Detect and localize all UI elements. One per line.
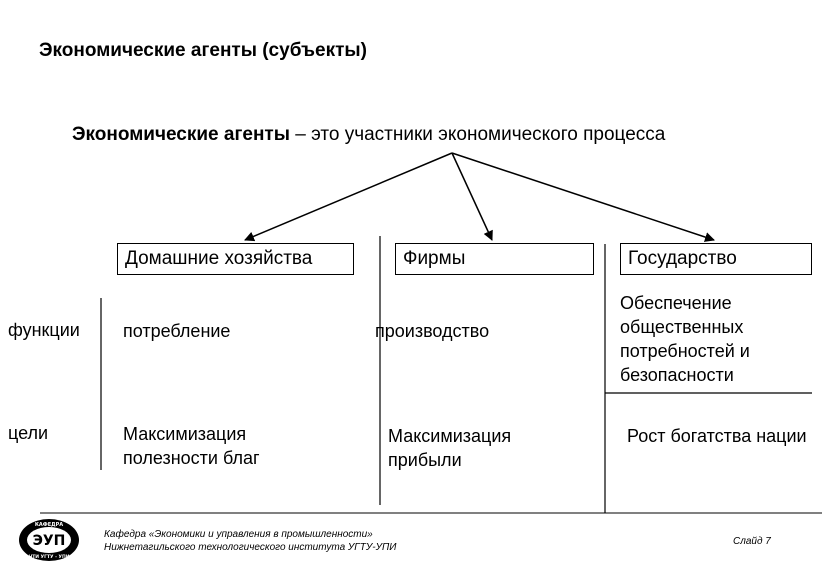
department-logo <box>18 518 80 562</box>
cell-firms-goal: Максимизация прибыли <box>388 426 512 470</box>
slide-number: Слайд 7 <box>733 536 771 547</box>
row-label-goals: цели <box>8 423 49 443</box>
arrow-to-firms <box>452 153 492 240</box>
footer-institute: Нижнетагильского технологического института УГТУ-УПИ <box>104 542 397 553</box>
logo-bottom-text: НТИ УГТУ - УПИ <box>28 555 70 560</box>
cell-households-function: потребление <box>123 321 231 341</box>
cell-state-goal: Рост богатства нации <box>627 426 807 446</box>
arrow-to-households <box>245 153 452 240</box>
slide-title: Экономические агенты (субъекты) <box>39 40 367 61</box>
agent-box-state: Государство <box>620 243 812 275</box>
row-label-functions: функции <box>8 320 80 340</box>
cell-firms-function: производство <box>375 321 490 341</box>
cell-state-function: Обеспечение общественных потребностей и безопасности <box>620 293 750 385</box>
footer-department: Кафедра «Экономики и управления в промышленности» <box>104 529 373 540</box>
arrow-to-state <box>452 153 714 240</box>
agent-box-firms: Фирмы <box>395 243 594 275</box>
logo-main-text: ЭУП <box>32 533 66 549</box>
cell-households-goal: Максимизация полезности благ <box>123 424 260 468</box>
definition-body: – это участники экономического процесса <box>289 124 666 145</box>
logo-top-text: КАФЕДРА <box>34 522 64 528</box>
agent-box-households: Домашние хозяйства <box>117 243 354 275</box>
definition-term: Экономические агенты <box>72 124 290 145</box>
